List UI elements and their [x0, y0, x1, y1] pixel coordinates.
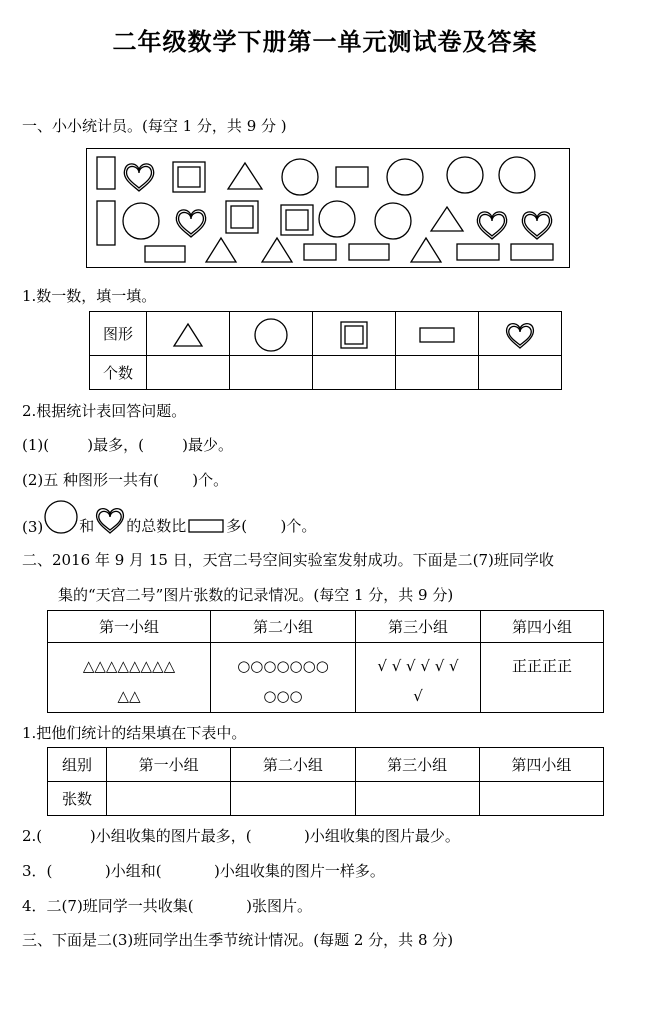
record-header-group3: 第三小组	[356, 611, 481, 643]
tally-zheng-row1: 正正正正	[511, 657, 572, 675]
page-title: 二年级数学下册第一单元测试卷及答案	[112, 27, 538, 56]
heart-shape-inner	[480, 214, 505, 236]
rectangle-icon	[396, 312, 479, 356]
tally-triangles-row1: △△△△△△△△	[82, 657, 176, 675]
triangle-shape	[262, 238, 292, 262]
heart-shape-inner	[127, 166, 152, 188]
result-table	[47, 747, 604, 816]
record-cell-group3	[356, 643, 481, 713]
circle-shape	[282, 159, 318, 195]
count-cell-circle[interactable]	[230, 356, 313, 390]
circle-icon	[230, 312, 313, 356]
result-header-group2: 第二小组	[231, 748, 355, 782]
circle-shape	[499, 157, 535, 193]
record-header-group1: 第一小组	[48, 611, 211, 643]
result-row-label: 张数	[48, 782, 107, 816]
q2-3-number: (3)	[22, 518, 44, 536]
heart-icon	[94, 506, 126, 536]
tally-circles-row2: ○○○	[263, 687, 303, 705]
count-cell-rectangle[interactable]	[396, 356, 479, 390]
s1-q2: 2.根据统计表回答问题。	[22, 402, 187, 420]
tally-checks-row2: √	[413, 687, 423, 705]
rect-shape	[97, 157, 115, 189]
record-cell-group1	[48, 643, 211, 713]
circle-shape	[123, 203, 159, 239]
q2-3-total-than: 的总数比	[126, 517, 187, 535]
q2-3-more: 多( )个。	[226, 517, 317, 535]
rect-shape	[145, 246, 185, 262]
section-3-heading: 三、下面是二(3)班同学出生季节统计情况。(每题 2 分，共 8 分)	[22, 931, 454, 949]
triangle-shape	[206, 238, 236, 262]
count-cell-square[interactable]	[313, 356, 396, 390]
s2-q1: 1.把他们统计的结果填在下表中。	[22, 724, 247, 742]
s1-q1: 1.数一数，填一填。	[22, 287, 157, 305]
tally-circles-row1: ○○○○○○○	[237, 657, 329, 675]
result-header-group3: 第三小组	[355, 748, 479, 782]
rectangle-icon	[188, 519, 224, 533]
result-cell-group4[interactable]	[479, 782, 603, 816]
square-shape-inner	[178, 167, 200, 187]
q2-3-and: 和	[79, 517, 95, 535]
heart-icon	[479, 312, 562, 356]
shape-count-table	[89, 311, 562, 390]
circle-shape	[375, 203, 411, 239]
record-header-group2: 第二小组	[211, 611, 356, 643]
square-shape-inner	[231, 206, 253, 228]
square-icon	[313, 312, 396, 356]
shapes-drawing	[87, 149, 569, 267]
section-2-heading-line2: 集的“天宫二号”图片张数的记录情况。(每空 1 分，共 9 分)	[58, 586, 454, 604]
s1-q2-1: (1)( )最多，( )最少。	[22, 436, 233, 454]
square-shape-inner	[286, 210, 308, 230]
rect-shape	[457, 244, 499, 260]
s2-q4: 4．二(7)班同学一共收集( )张图片。	[22, 897, 312, 915]
shapes-figure	[86, 148, 570, 268]
result-cell-group2[interactable]	[231, 782, 355, 816]
circle-shape	[319, 201, 355, 237]
circle-shape	[387, 159, 423, 195]
circle-icon	[43, 500, 79, 536]
count-cell-triangle[interactable]	[147, 356, 230, 390]
s1-q2-3	[22, 500, 316, 536]
rect-shape	[511, 244, 553, 260]
triangle-shape	[228, 163, 262, 189]
rect-shape	[336, 167, 368, 187]
rect-shape	[349, 244, 389, 260]
result-header-group4: 第四小组	[479, 748, 603, 782]
section-2-heading-line1: 二、2016 年 9 月 15 日，天宫二号空间实验室发射成功。下面是二(7)班同学收	[22, 551, 554, 569]
count-cell-heart[interactable]	[479, 356, 562, 390]
result-cell-group1[interactable]	[107, 782, 231, 816]
circle-shape	[447, 157, 483, 193]
tally-checks-row1: √ √ √ √ √ √	[377, 657, 459, 675]
record-cell-group4	[481, 643, 604, 713]
record-header-group4: 第四小组	[481, 611, 604, 643]
heart-shape-inner	[179, 212, 204, 234]
s1-q2-2: (2)五 种图形一共有( )个。	[22, 471, 229, 489]
rect-shape	[304, 244, 336, 260]
result-header-group1: 第一小组	[107, 748, 231, 782]
rect-shape	[97, 201, 115, 245]
section-1-heading: 一、小小统计员。(每空 1 分，共 9 分 )	[22, 117, 287, 135]
s2-q3: 3．( )小组和( )小组收集的图片一样多。	[22, 862, 385, 880]
table-row-label-shape: 图形	[90, 312, 147, 356]
triangle-shape	[431, 207, 463, 231]
table-row-label-count: 个数	[90, 356, 147, 390]
tally-triangles-row2: △△	[117, 687, 141, 705]
s2-q2: 2.( )小组收集的图片最多，( )小组收集的图片最少。	[22, 827, 460, 845]
triangle-shape	[411, 238, 441, 262]
result-header-group: 组别	[48, 748, 107, 782]
heart-shape-inner	[525, 214, 550, 236]
record-cell-group2	[211, 643, 356, 713]
record-table	[47, 610, 604, 713]
result-cell-group3[interactable]	[355, 782, 479, 816]
triangle-icon	[147, 312, 230, 356]
